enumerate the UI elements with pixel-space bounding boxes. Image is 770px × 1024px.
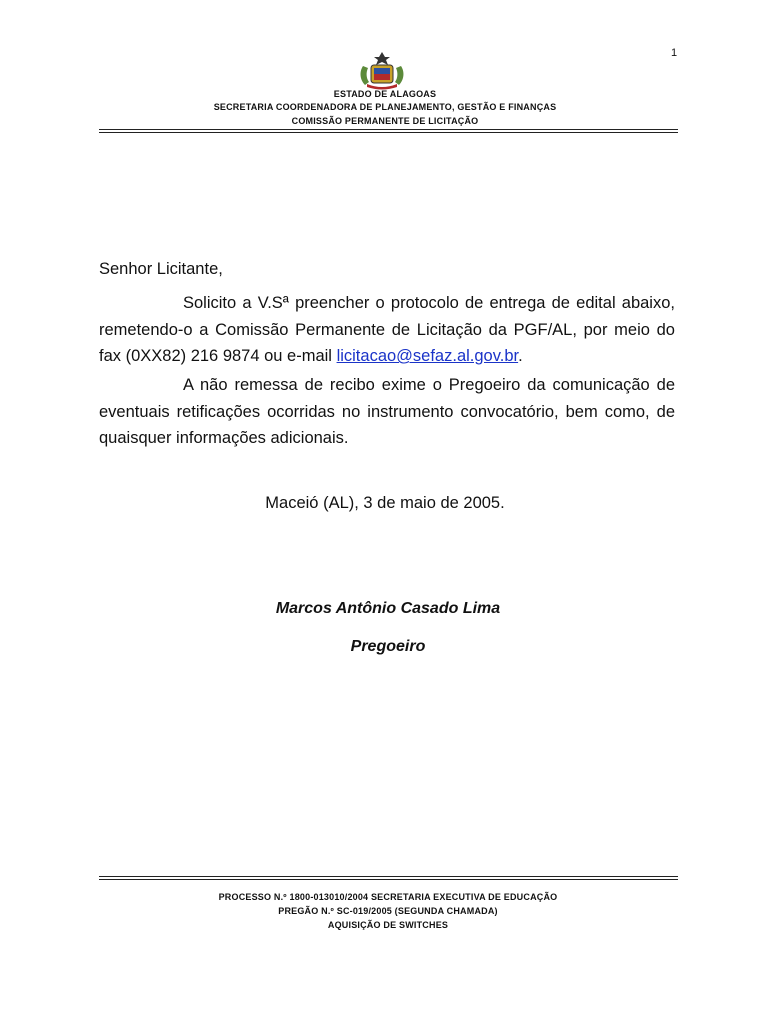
- header-divider: [99, 129, 678, 133]
- page-number: 1: [671, 47, 678, 59]
- coat-of-arms-icon: [357, 50, 407, 90]
- header-state: ESTADO DE ALAGOAS: [333, 89, 437, 99]
- date-line: Maceió (AL), 3 de maio de 2005.: [265, 494, 505, 512]
- footer-divider: [99, 876, 678, 880]
- footer-auction: PREGÃO N.º SC-019/2005 (SEGUNDA CHAMADA): [278, 906, 498, 916]
- request-paragraph: [99, 290, 675, 370]
- header-secretariat: SECRETARIA COORDENADORA DE PLANEJAMENTO, GESTÃO E FINANÇAS: [213, 102, 557, 112]
- signatory-title: Pregoeiro: [350, 638, 426, 655]
- signatory-name: Marcos Antônio Casado Lima: [275, 600, 501, 617]
- footer-process: PROCESSO N.º 1800-013010/2004 SECRETARIA EXECUTIVA DE EDUCAÇÃO: [218, 892, 558, 902]
- request-end: .: [518, 347, 523, 365]
- notice-paragraph: A não remessa de recibo exime o Pregoeiro da comunicação de eventuais retificações ocorridas no instrumento convocatório, bem como, de quaisquer informações adicionais.: [99, 376, 675, 447]
- footer-subject: AQUISIÇÃO DE SWITCHES: [327, 920, 449, 930]
- request-text: Solicito a V.Sª preencher o protocolo de entrega de edital abaixo, remetendo-o a Comissão Permanente de Licitação da PGF/AL, por meio do fax (0XX82) 216 9874 ou e-mail: [99, 294, 675, 365]
- header-commission: COMISSÃO PERMANENTE DE LICITAÇÃO: [291, 116, 479, 126]
- salutation: Senhor Licitante,: [99, 260, 223, 278]
- email-link[interactable]: licitacao@sefaz.al.gov.br: [336, 347, 519, 365]
